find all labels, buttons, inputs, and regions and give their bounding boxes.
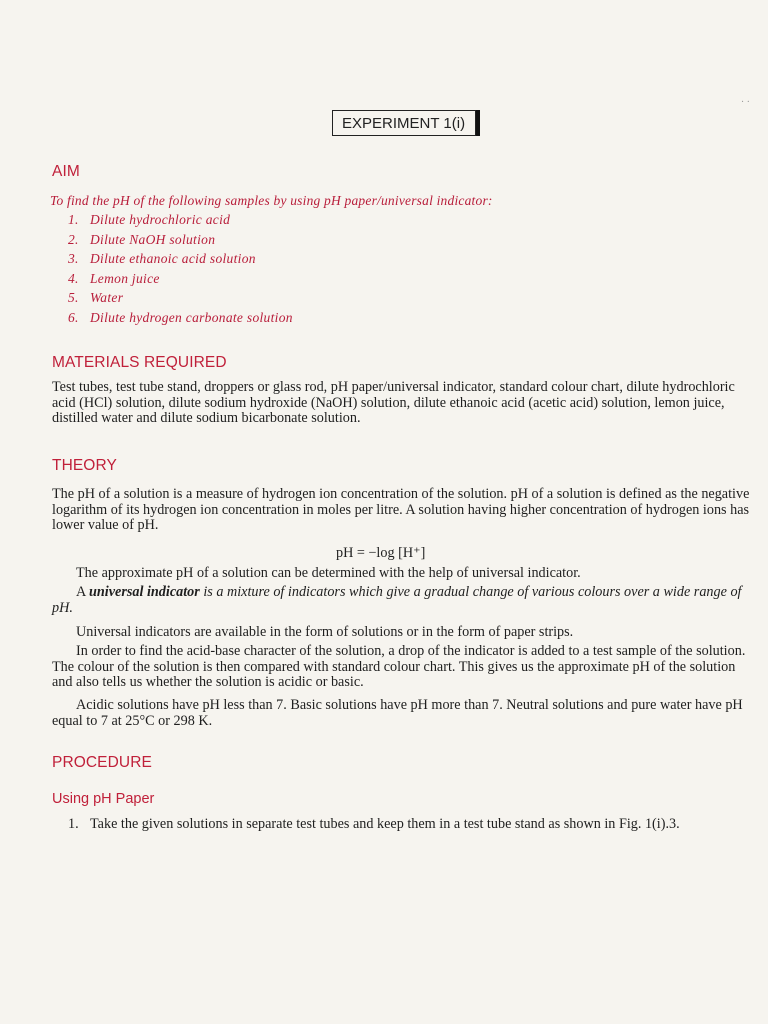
procedure-step xyxy=(68,817,758,833)
aim-heading: AIM xyxy=(52,163,80,180)
aim-item-text: Water xyxy=(90,290,124,306)
theory-heading: THEORY xyxy=(52,457,117,474)
aim-item-text: Dilute hydrogen carbonate solution xyxy=(90,309,293,325)
aim-item xyxy=(68,251,293,271)
aim-item xyxy=(68,290,293,310)
materials-heading: MATERIALS REQUIRED xyxy=(52,354,227,371)
aim-item-number: 3. xyxy=(68,251,79,267)
aim-item xyxy=(68,271,293,291)
page-mark: · · xyxy=(740,97,750,108)
aim-intro: To find the pH of the following samples by using pH paper/universal indicator: xyxy=(50,193,493,208)
aim-item-number: 4. xyxy=(68,270,79,286)
theory-paragraph-1: The pH of a solution is a measure of hydrogen ion concentration of the solution. pH of a solution is defined as the negative logarithm of its hydrogen ion concentration in moles per litre. A solution having higher concentration of hydrogen ions has lower value of pH. xyxy=(52,486,750,533)
materials-text: Test tubes, test tube stand, droppers or glass rod, pH paper/universal indicator, standard colour chart, dilute hydrochloric acid (HCl) solution, dilute sodium hydroxide (NaOH) solution, dilute ethanoic acid (acetic acid) solution, lemon juice, distilled water and dilute sodium bicarbonate solution. xyxy=(52,379,735,426)
aim-item-text: Dilute NaOH solution xyxy=(90,231,216,247)
aim-item-text: Dilute ethanoic acid solution xyxy=(90,251,256,267)
ph-formula: pH = −log [H⁺] xyxy=(336,545,426,561)
theory-paragraph-3 xyxy=(52,585,758,616)
p3-lead: A xyxy=(76,584,90,600)
aim-item xyxy=(68,310,293,330)
theory-paragraph-2: The approximate pH of a solution can be determined with the help of universal indicator. xyxy=(76,565,581,581)
theory-paragraph-4: Universal indicators are available in the form of solutions or in the form of paper strips. xyxy=(76,624,574,640)
step-text: Take the given solutions in separate test tubes and keep them in a test tube stand as shown in Fig. 1(i).3. xyxy=(90,816,680,832)
theory-paragraph-6: Acidic solutions have pH less than 7. Basic solutions have pH more than 7. Neutral solutions and pure water have pH equal to 7 at 25°C or 298 K. xyxy=(52,697,743,729)
aim-list xyxy=(68,212,293,330)
aim-item-number: 1. xyxy=(68,212,79,227)
p3-rest: is a mixture of indicators which give a gradual change of various colours over a wide range of pH. xyxy=(52,584,742,616)
experiment-title: EXPERIMENT 1(i) xyxy=(342,115,466,132)
aim-item xyxy=(68,212,293,232)
universal-indicator-term: universal indicator xyxy=(89,584,200,600)
aim-item-text: Dilute hydrochloric acid xyxy=(90,212,231,227)
aim-item-text: Lemon juice xyxy=(90,270,160,286)
experiment-title-box xyxy=(332,110,476,136)
aim-item xyxy=(68,232,293,252)
procedure-heading: PROCEDURE xyxy=(52,754,152,771)
step-number: 1. xyxy=(68,816,79,832)
aim-item-number: 6. xyxy=(68,309,79,325)
procedure-subheading: Using pH Paper xyxy=(52,791,155,807)
aim-item-number: 2. xyxy=(68,231,79,247)
aim-item-number: 5. xyxy=(68,290,79,306)
theory-paragraph-5: In order to find the acid-base character of the solution, a drop of the indicator is added to a test sample of the solution. The colour of the solution is then compared with standard colour chart. This gives us the approximate pH of the solution and also tells us whether the solution is acidic or basic. xyxy=(52,643,746,690)
